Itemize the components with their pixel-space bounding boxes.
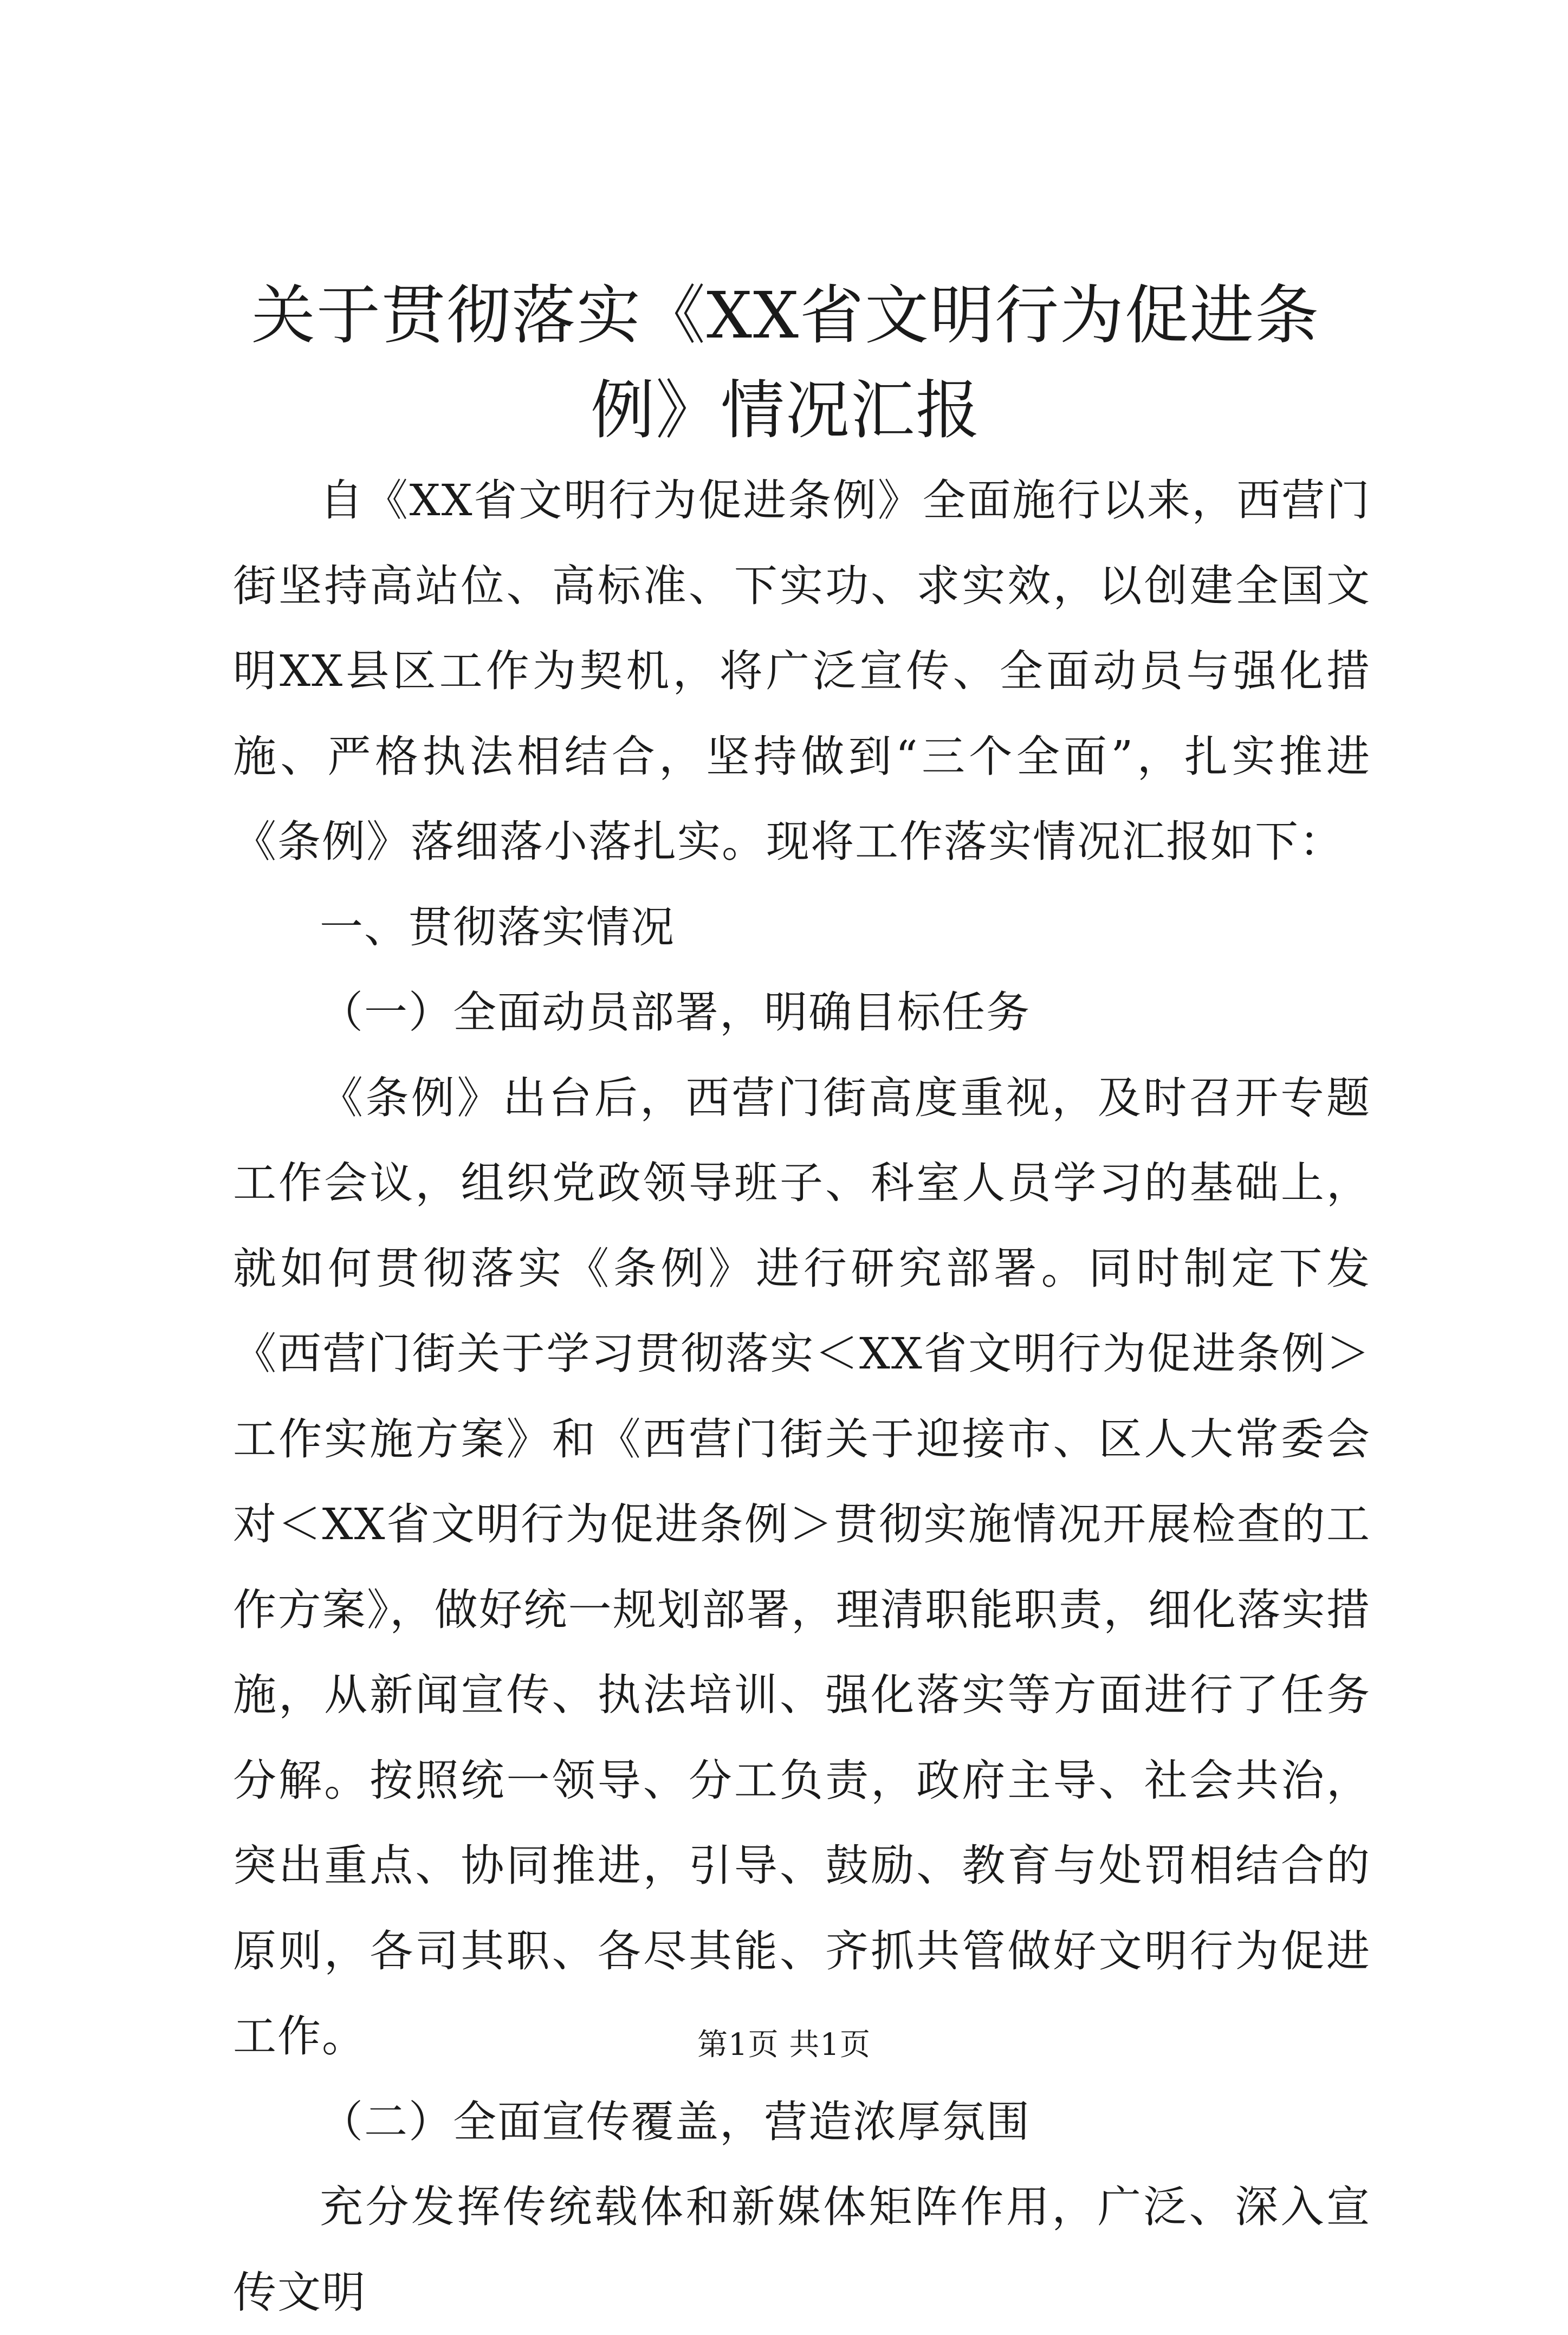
body-paragraph-1: 《条例》出台后，西营门街高度重视，及时召开专题工作会议，组织党政领导班子、科室人员学习的基础上，就如何贯彻落实《条例》进行研究部署。同时制定下发《西营门街关于学习贯彻落实＜XX省文明行为促进条例＞工作实施方案》和《西营门街关于迎接市、区人大常委会对＜XX省文明行为促进条例＞贯彻实施情况开展检查的工作方案》，做好统一规划部署，理清职能职责，细化落实措施，从新闻宣传、执法培训、强化落实等方面进行了任务分解。按照统一领导、分工负责，政府主导、社会共治，突出重点、协同推进，引导、鼓励、教育与处罚相结合的原则，各司其职、各尽其能、齐抓共管做好文明行为促进工作。 [233, 1072, 1371, 2061]
intro-paragraph: 自《XX省文明行为促进条例》全面施行以来，西营门街坚持高站位、高标准、下实功、求实效，以创建全国文明XX县区工作为契机，将广泛宣传、全面动员与强化措施、严格执法相结合，坚持做到“三个全面”，扎实推进《条例》落细落小落扎实。现将工作落实情况汇报如下： [233, 475, 1371, 867]
document-title: 关于贯彻落实《XX省文明行为促进条例》情况汇报 [251, 278, 1320, 447]
subsection-heading-2: （二）全面宣传覆盖，营造浓厚氛围 [320, 2096, 1031, 2147]
section-heading-1: 一、贯彻落实情况 [320, 901, 675, 952]
subsection-heading-1: （一）全面动员部署，明确目标任务 [320, 987, 1031, 1037]
page-footer: 第1页 共1页 [697, 2027, 871, 2062]
body-paragraph-2: 充分发挥传统载体和新媒体矩阵作用，广泛、深入宣传文明 [233, 2182, 1371, 2318]
